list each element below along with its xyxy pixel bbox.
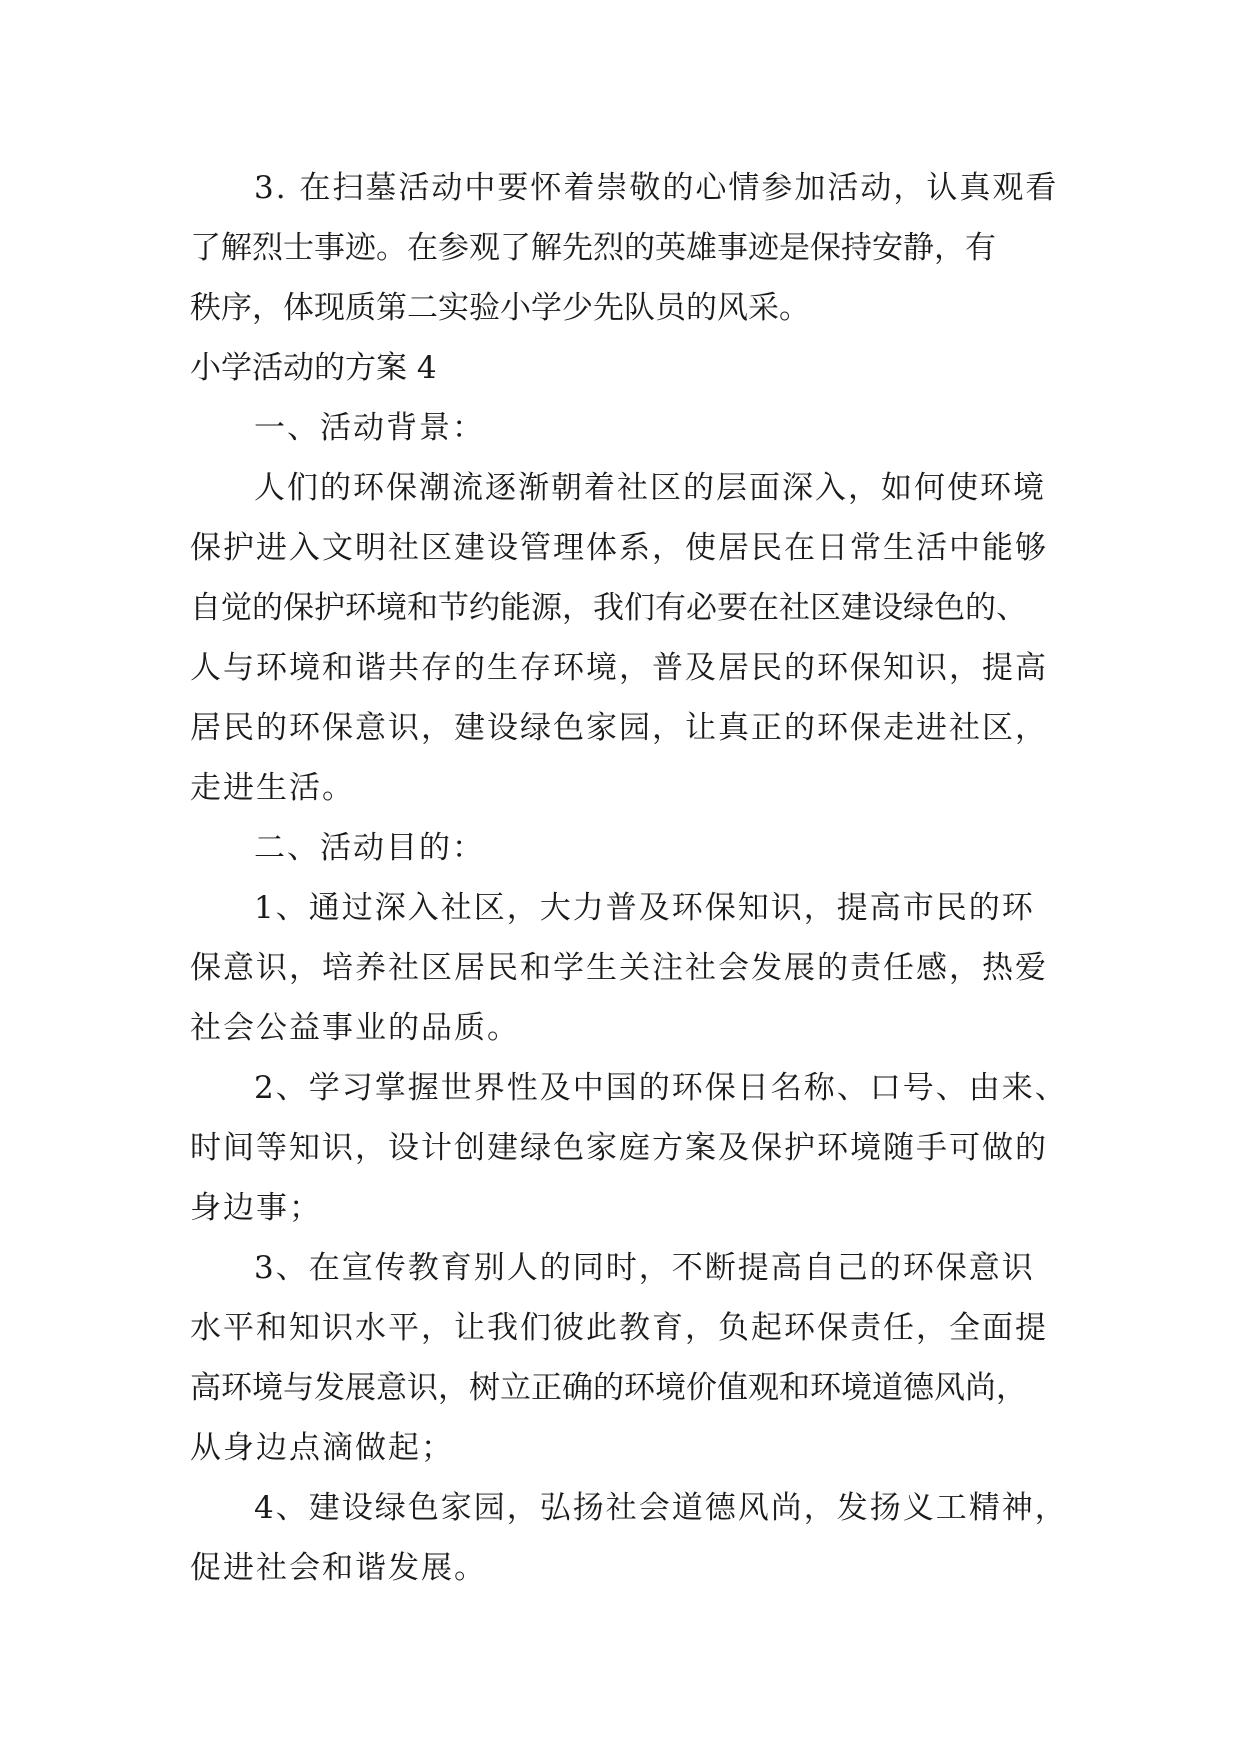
text-line: 保护进入文明社区建设管理体系，使居民在日常生活中能够 — [190, 530, 1048, 566]
text-line: 3. 在扫墓活动中要怀着崇敬的心情参加活动，认真观看 — [254, 170, 1059, 206]
text-line: 了解烈士事迹。在参观了解先烈的英雄事迹是保持安静，有 — [190, 230, 996, 266]
text-line: 走进生活。 — [190, 770, 355, 806]
section-heading: 小学活动的方案 4 — [190, 350, 437, 386]
text-line: 社会公益事业的品质。 — [190, 1010, 520, 1046]
text-line: 自觉的保护环境和节约能源，我们有必要在社区建设绿色的、 — [190, 590, 1027, 626]
subsection-heading: 一、活动背景： — [254, 410, 485, 446]
text-line: 居民的环保意识，建设绿色家园，让真正的环保走进社区， — [190, 710, 1048, 746]
text-line: 保意识，培养社区居民和学生关注社会发展的责任感，热爱 — [190, 950, 1048, 986]
text-line: 从身边点滴做起； — [190, 1430, 454, 1466]
text-line: 1、通过深入社区，大力普及环保知识，提高市民的环 — [254, 890, 1035, 926]
document-body — [190, 158, 1070, 1598]
text-line: 人与环境和谐共存的生存环境，普及居民的环保知识，提高 — [190, 650, 1048, 686]
text-line: 身边事； — [190, 1190, 322, 1226]
text-line: 2、学习掌握世界性及中国的环保日名称、口号、由来、 — [254, 1070, 1068, 1106]
text-line: 3、在宣传教育别人的同时，不断提高自己的环保意识 — [254, 1250, 1035, 1286]
text-line: 4、建设绿色家园，弘扬社会道德风尚，发扬义工精神， — [254, 1490, 1068, 1526]
text-line: 高环境与发展意识，树立正确的环境价值观和环境道德风尚， — [190, 1370, 1027, 1406]
text-line: 人们的环保潮流逐渐朝着社区的层面深入，如何使环境 — [254, 470, 1046, 506]
text-line: 时间等知识，设计创建绿色家庭方案及保护环境随手可做的 — [190, 1130, 1048, 1166]
text-line: 秩序，体现质第二实验小学少先队员的风采。 — [190, 290, 810, 326]
text-line: 促进社会和谐发展。 — [190, 1550, 487, 1586]
text-line: 水平和知识水平，让我们彼此教育，负起环保责任，全面提 — [190, 1310, 1048, 1346]
subsection-heading: 二、活动目的： — [254, 830, 485, 866]
